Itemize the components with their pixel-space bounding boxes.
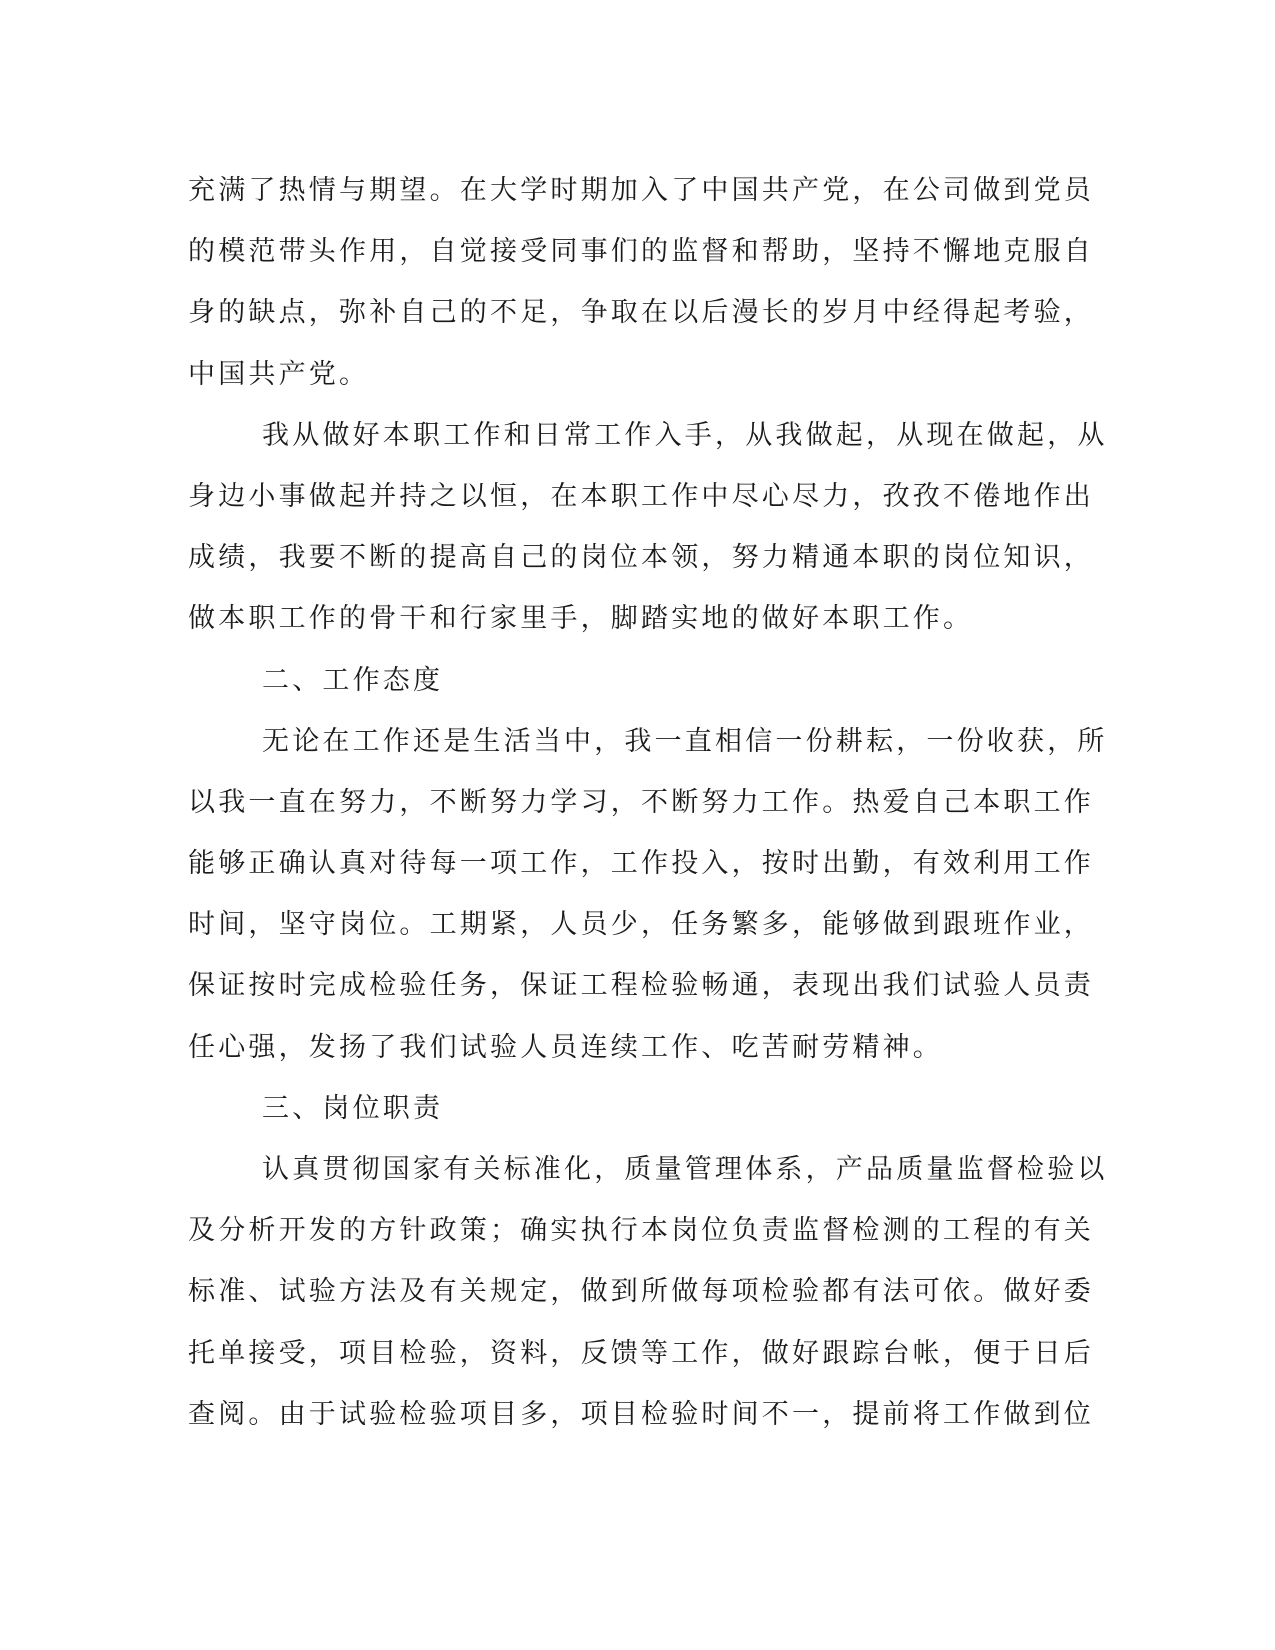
section-heading: 二、工作态度 [262,664,444,696]
document-body [188,160,1108,1445]
paragraph-first-line: 认真贯彻国家有关标准化，质量管理体系，产品质量监督检验以 [262,1154,1108,1185]
text-line: 查阅。由于试验检验项目多，项目检验时间不一，提前将工作做到位 [188,1398,1094,1430]
text-line: 做本职工作的骨干和行家里手，脚踏实地的做好本职工作。 [188,603,974,635]
text-line: 中国共产党。 [188,358,370,390]
text-line: 保证按时完成检验任务，保证工程检验畅通，表现出我们试验人员责 [188,970,1094,1002]
text-line: 身边小事做起并持之以恒，在本职工作中尽心尽力，孜孜不倦地作出 [188,480,1094,512]
text-line: 成绩，我要不断的提高自己的岗位本领，努力精通本职的岗位知识， [188,542,1094,574]
text-line: 托单接受，项目检验，资料，反馈等工作，做好跟踪台帐，便于日后 [188,1337,1094,1369]
text-line: 充满了热情与期望。在大学时期加入了中国共产党，在公司做到党员 [188,175,1094,206]
text-line: 标准、试验方法及有关规定，做到所做每项检验都有法可依。做好委 [188,1276,1094,1308]
text-line: 能够正确认真对待每一项工作，工作投入，按时出勤，有效利用工作 [188,848,1094,880]
paragraph-first-line: 我从做好本职工作和日常工作入手，从我做起，从现在做起，从 [262,419,1108,451]
text-line: 身的缺点，弥补自己的不足，争取在以后漫长的岁月中经得起考验， [188,297,1094,329]
text-line: 的模范带头作用，自觉接受同事们的监督和帮助，坚持不懈地克服自 [188,236,1094,268]
text-line: 时间，坚守岗位。工期紧，人员少，任务繁多，能够做到跟班作业， [188,909,1094,941]
text-line: 及分析开发的方针政策；确实执行本岗位负责监督检测的工程的有关 [188,1215,1094,1247]
paragraph-first-line: 无论在工作还是生活当中，我一直相信一份耕耘，一份收获，所 [262,725,1108,757]
text-line: 任心强，发扬了我们试验人员连续工作、吃苦耐劳精神。 [188,1031,943,1063]
text-line: 以我一直在努力，不断努力学习，不断努力工作。热爱自己本职工作 [188,786,1094,818]
section-heading: 三、岗位职责 [262,1092,444,1124]
